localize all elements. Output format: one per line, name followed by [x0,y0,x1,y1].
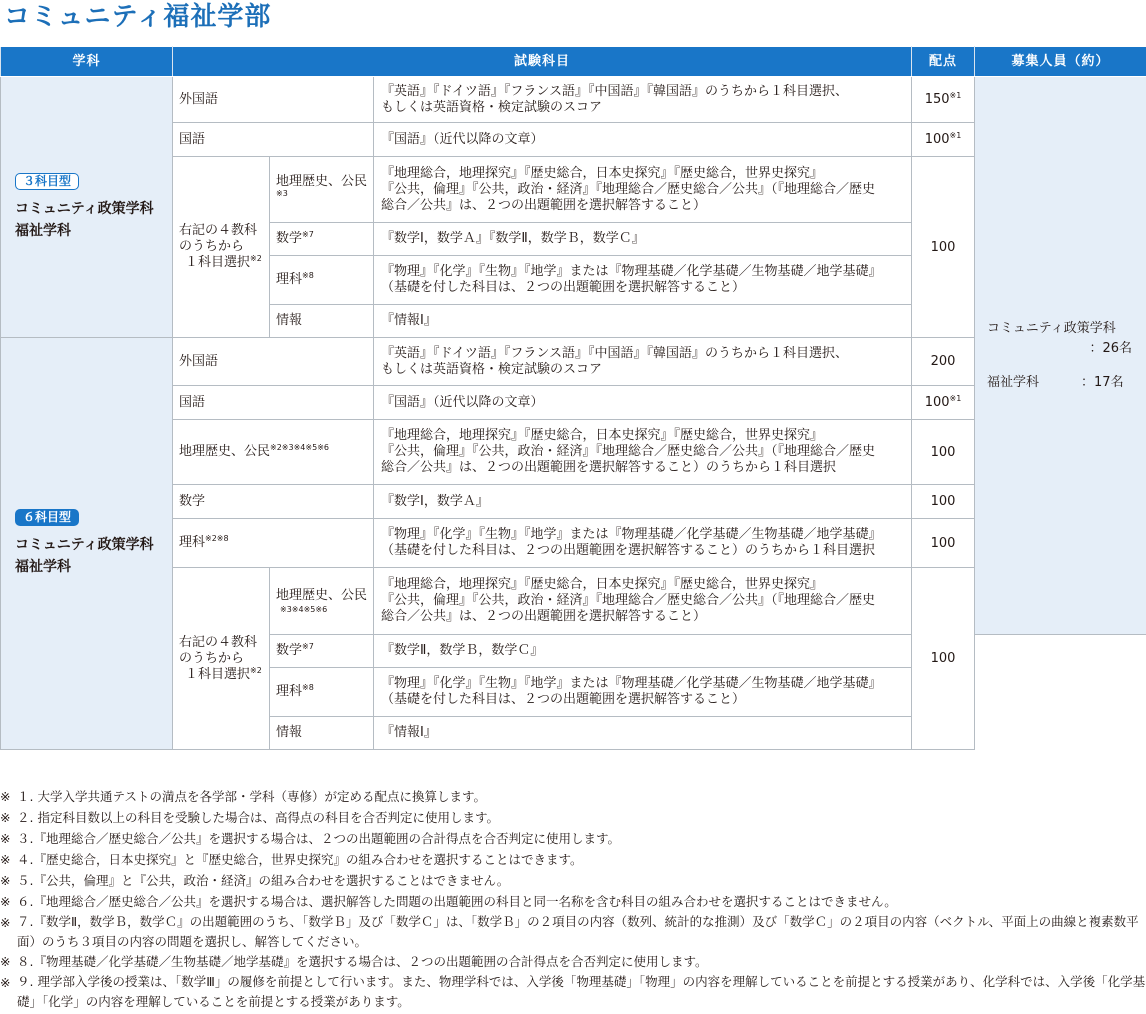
subject-label [270,256,374,305]
subject-desc: 『情報Ⅰ』 [374,717,912,750]
subject-desc [374,338,912,386]
footnote [0,891,1146,912]
choose-line [179,255,269,271]
desc-line: 『物理』『化学』『生物』『地学』または『物理基礎／化学基礎／生物基礎／地学基礎』 [381,676,882,691]
subject-label [270,223,374,256]
subject-desc [374,420,912,485]
table-row [1,157,1146,223]
footnote [0,828,1146,849]
choose-one-cell [173,157,270,338]
note-mark: ※ [0,873,11,888]
note-mark: ※ [0,789,11,804]
note-mark: ※ [0,831,11,846]
footnote-ref: ※2 [250,254,262,263]
subject-label: 情報 [270,717,374,750]
recruit-dept2-count: ：17名 [1081,374,1124,390]
subject-label [270,668,374,717]
recruit-cell [975,77,1146,635]
points-value: 100 [924,395,950,410]
dept-name: コミュニティ政策学科 [15,200,154,217]
subject-desc [374,157,912,223]
table-header-row [1,47,1146,77]
subject-label: 情報 [270,305,374,338]
subject-label: 国語 [173,123,374,157]
recruit-dept2: 福祉学科 [987,374,1040,390]
points-cell: 100 [912,519,975,568]
points-cell [912,123,975,157]
table-row [1,568,1146,635]
desc-line: 『公共，倫理』『公共，政治・経済』『地理総合／歴史総合／公共』（『地理総合／歴史 [381,181,876,197]
footnote [0,870,1146,891]
note-mark: ※ [0,915,11,930]
subject-desc [374,519,912,568]
label-text: 理科 [276,684,303,699]
footnote [0,972,1146,1011]
subject-desc [374,568,912,635]
table-row [1,386,1146,420]
subject-desc [374,256,912,305]
table-row [1,485,1146,519]
note-text: ９. 理学部入学後の授業は、「数学Ⅲ」の履修を前提として行います。また、物理学科では、入学後「物理基礎」「物理」の内容を理解していることを前提とする授業があり、化学科では、入学後「化学基礎」「化学」の内容を理解していることを前提とする授業があります。 [17,974,1146,1009]
type-badge: ６科目型 [15,509,79,526]
footnote-ref: ※3※4※5※6 [280,604,328,614]
subject-desc: 『国語』（近代以降の文章） [374,123,912,157]
footnote-ref: ※2 [250,665,262,675]
points-cell: 100 [912,485,975,519]
footnote-ref: ※2※8 [205,534,229,543]
desc-line: もしくは英語資格・検定試験のスコア [381,99,603,115]
note-text: ７.『数学Ⅱ，数学Ｂ，数学Ｃ』の出題範囲のうち、「数学Ｂ」及び「数学Ｃ」は、「数学Ｂ」の２項目の内容（数列、統計的な推測）及び「数学Ｃ」の２項目の内容（ベクトル、平面上の曲線と複素数平面）のうち３項目の内容の問題を選択し、解答してください。 [17,914,1139,949]
dept-name: 福祉学科 [15,559,71,575]
choose-line: 右記の４教科 [179,634,258,650]
subject-label: 外国語 [173,338,374,386]
footnote-ref: ※3 [276,188,288,198]
desc-line: 『物理』『化学』『生物』『地学』または『物理基礎／化学基礎／生物基礎／地学基礎』 [381,264,882,279]
desc-line: もしくは英語資格・検定試験のスコア [381,361,603,377]
choose-one-cell [173,568,270,750]
header-subjects: 試験科目 [173,47,912,77]
page-title: コミュニティ福祉学部 [4,2,272,32]
points-value: 100 [924,132,950,147]
subject-desc: 『数学Ⅰ，数学Ａ』 [374,485,912,519]
subject-label [270,635,374,668]
note-text: ８.『物理基礎／化学基礎／生物基礎／地学基礎』を選択する場合は、２つの出題範囲の合計得点を合否判定に使用します。 [17,954,708,969]
note-text: ６.『地理総合／歴史総合／公共』を選択する場合は、選択解答した問題の出題範囲の科目と同一名称を含む科目の組み合わせを選択することはできません。 [17,894,897,909]
footnotes [0,786,1146,1011]
table-row [1,123,1146,157]
recruit-dept1-count: ：26名 [1089,340,1133,356]
desc-line: （基礎を付した科目は、２つの出題範囲を選択解答すること） [381,692,746,707]
desc-line: 総合／公共』は、２つの出題範囲を選択解答すること） [381,609,707,624]
subject-label [173,420,374,485]
footnote-ref: ※8 [302,271,314,280]
desc-line: 総合／公共』は、２つの出題範囲を選択解答すること） [381,197,707,213]
note-text: ３.『地理総合／歴史総合／公共』を選択する場合は、２つの出題範囲の合計得点を合否判定に使用します。 [17,831,620,846]
desc-line: 『地理総合，地理探究』『歴史総合，日本史探究』『歴史総合，世界史探究』 [381,577,824,592]
note-text: １. 大学入学共通テストの満点を各学部・学科（専修）が定める配点に換算します。 [17,789,486,804]
footnote-ref: ※1 [949,131,962,140]
note-mark: ※ [0,954,11,969]
desc-line: 『公共，倫理』『公共，政治・経済』『地理総合／歴史総合／公共』（『地理総合／歴史 [381,444,876,459]
label-text: 数学 [276,643,303,658]
table-row [1,420,1146,485]
subject-desc: 『数学Ⅰ，数学Ａ』『数学Ⅱ，数学Ｂ，数学Ｃ』 [374,223,912,256]
desc-line: （基礎を付した科目は、２つの出題範囲を選択解答すること）のうちから１科目選択 [381,543,876,558]
footnote-ref: ※1 [949,91,962,100]
points-cell: 100 [912,420,975,485]
dept-names [15,198,172,242]
footnote-ref: ※7 [302,230,314,239]
recruit-dept2-line [987,373,1146,393]
footnote [0,849,1146,870]
desc-line: 『地理総合，地理探究』『歴史総合，日本史探究』『歴史総合，世界史探究』 [381,165,824,181]
points-cell: 100 [912,568,975,750]
desc-line: 『公共，倫理』『公共，政治・経済』『地理総合／歴史総合／公共』（『地理総合／歴史 [381,593,876,608]
subject-label [173,519,374,568]
footnote-ref: ※2※3※4※5※6 [270,443,329,452]
header-recruit: 募集人員（約） [975,47,1146,77]
subject-label [270,157,374,223]
type-badge: ３科目型 [15,173,79,190]
dept-names [15,534,172,578]
recruit-dept1: コミュニティ政策学科 [987,320,1116,336]
label-text: 地理歴史、公民 [276,173,368,189]
label-text: 理科 [179,535,206,550]
subject-desc [374,668,912,717]
choose-text: １科目選択 [185,255,251,270]
label-text: 理科 [276,272,303,287]
subject-desc: 『数学Ⅱ，数学Ｂ，数学Ｃ』 [374,635,912,668]
dept-name: コミュニティ政策学科 [15,537,154,553]
label-text: 地理歴史、公民 [179,444,271,459]
dept-cell-6-subject [1,338,173,750]
subject-desc [374,77,912,123]
note-text: ５.『公共，倫理』と『公共，政治・経済』の組み合わせを選択することはできません。 [17,873,510,888]
subject-desc: 『国語』（近代以降の文章） [374,386,912,420]
points-value: 150 [924,92,950,107]
header-points: 配点 [912,47,975,77]
label-text: 地理歴史、公民 [276,587,368,603]
footnote [0,807,1146,828]
desc-line: 『英語』『ドイツ語』『フランス語』『中国語』『韓国語』のうちから１科目選択、 [381,83,848,99]
note-mark: ※ [0,810,11,825]
points-cell [912,77,975,123]
dept-cell-3-subject [1,77,173,338]
table-row [1,338,1146,386]
choose-line [179,667,269,683]
footnote [0,786,1146,807]
table-row [1,519,1146,568]
choose-line: のうちから [179,239,245,254]
choose-line: 右記の４教科 [179,223,258,238]
exam-subjects-table [0,46,1146,750]
points-cell: 100 [912,157,975,338]
note-mark: ※ [0,852,11,867]
desc-line: 『地理総合，地理探究』『歴史総合，日本史探究』『歴史総合，世界史探究』 [381,428,824,443]
choose-line: のうちから [179,650,245,666]
subject-label: 外国語 [173,77,374,123]
points-cell [912,386,975,420]
footnote [0,912,1146,951]
footnote-ref: ※1 [949,394,962,403]
table-row [1,77,1146,123]
label-text: 数学 [276,231,303,246]
footnote-ref: ※7 [302,642,314,651]
subject-label: 数学 [173,485,374,519]
points-cell: 200 [912,338,975,386]
subject-label: 国語 [173,386,374,420]
note-text: ４.『歴史総合，日本史探究』と『歴史総合，世界史探究』の組み合わせを選択することはできます。 [17,852,583,867]
subject-desc: 『情報Ⅰ』 [374,305,912,338]
desc-line: 『英語』『ドイツ語』『フランス語』『中国語』『韓国語』のうちから１科目選択、 [381,345,848,361]
note-mark: ※ [0,975,11,990]
note-mark: ※ [0,894,11,909]
note-text: ２. 指定科目数以上の科目を受験した場合は、高得点の科目を合否判定に使用します。 [17,810,499,825]
choose-text: １科目選択 [185,666,251,682]
desc-line: 総合／公共』は、２つの出題範囲を選択解答すること）のうちから１科目選択 [381,460,837,475]
desc-line: （基礎を付した科目は、２つの出題範囲を選択解答すること） [381,280,746,295]
header-dept: 学科 [1,47,173,77]
dept-name: 福祉学科 [15,222,71,239]
footnote-ref: ※8 [302,683,314,692]
subject-label [270,568,374,635]
footnote [0,951,1146,972]
desc-line: 『物理』『化学』『生物』『地学』または『物理基礎／化学基礎／生物基礎／地学基礎』 [381,527,882,542]
